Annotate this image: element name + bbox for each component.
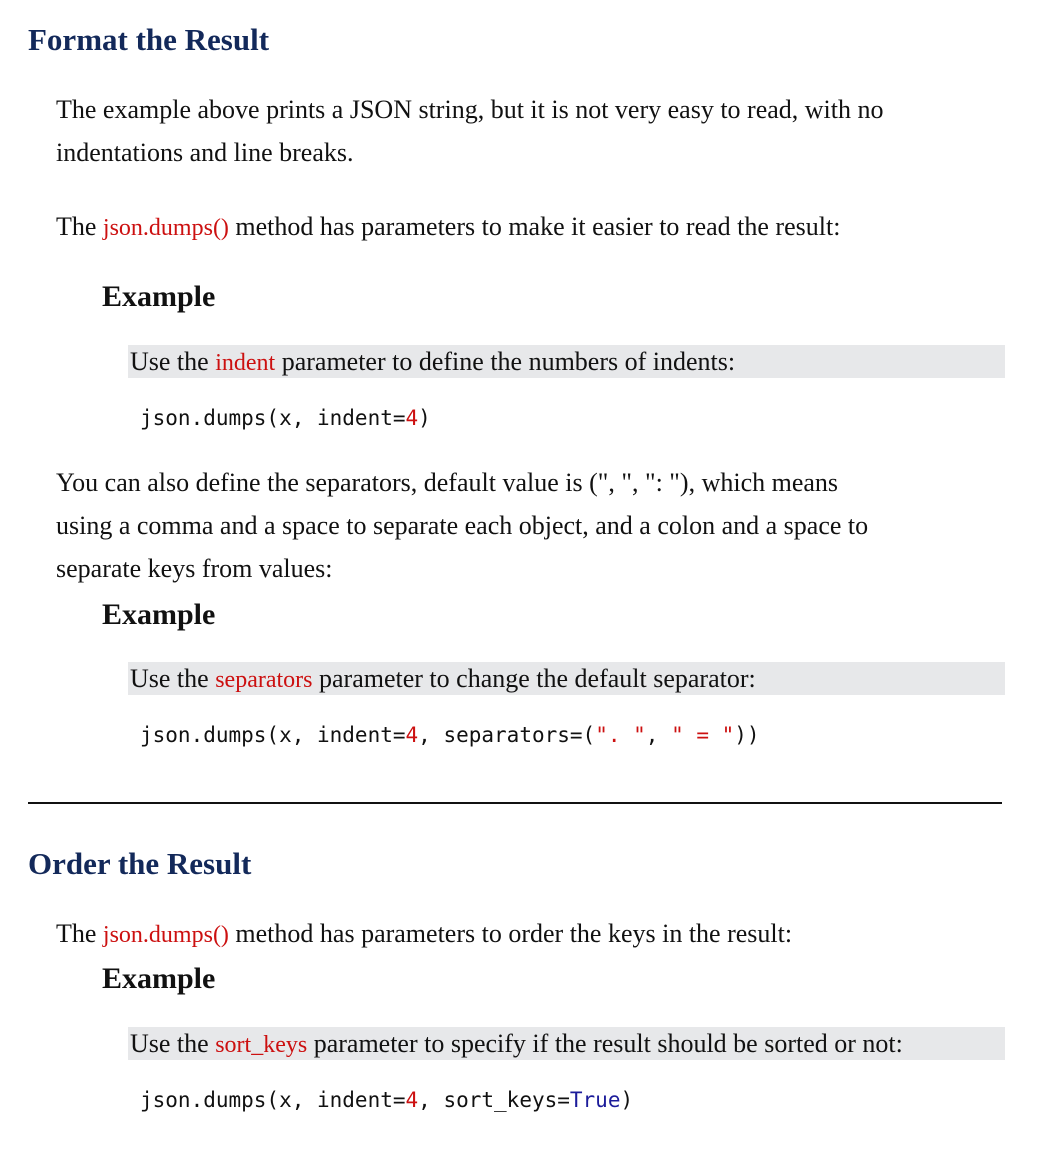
paragraph-order-intro bbox=[56, 912, 792, 957]
code-text: ) bbox=[620, 1088, 634, 1112]
text: parameter to define the numbers of indents: bbox=[275, 347, 736, 376]
text: Use the bbox=[130, 347, 216, 376]
text: The bbox=[56, 212, 103, 241]
text: Use the bbox=[130, 664, 216, 693]
code-text: json.dumps(x, indent= bbox=[140, 1088, 406, 1112]
inline-code: separators bbox=[215, 667, 313, 693]
code-example bbox=[140, 720, 760, 750]
code-text: json.dumps(x, indent= bbox=[140, 406, 406, 430]
example-heading: Example bbox=[102, 962, 216, 995]
inline-code: sort_keys bbox=[215, 1032, 308, 1058]
example-description bbox=[128, 662, 1005, 695]
paragraph-line: The example above prints a JSON string, but it is not very easy to read, with no bbox=[56, 95, 884, 124]
example-heading: Example bbox=[102, 280, 216, 313]
text: method has parameters to make it easier to read the result: bbox=[228, 212, 841, 241]
code-text: , sort_keys= bbox=[418, 1088, 570, 1112]
code-text: , bbox=[645, 723, 672, 747]
code-number: 4 bbox=[405, 723, 419, 747]
code-string: ". " bbox=[595, 723, 646, 747]
paragraph-line: separate keys from values: bbox=[56, 554, 333, 583]
code-text: )) bbox=[734, 723, 760, 747]
inline-code: indent bbox=[215, 350, 276, 376]
inline-code: json.dumps() bbox=[102, 215, 229, 241]
paragraph-line: You can also define the separators, default value is (", ", ": "), which means bbox=[56, 468, 839, 497]
example-heading: Example bbox=[102, 598, 216, 631]
example-description bbox=[128, 345, 1005, 378]
text: The bbox=[56, 919, 103, 948]
text: parameter to specify if the result should be sorted or not: bbox=[307, 1029, 903, 1058]
inline-code: json.dumps() bbox=[102, 922, 229, 948]
code-string: " = " bbox=[671, 723, 735, 747]
example-description bbox=[128, 1027, 1005, 1060]
text: parameter to change the default separator: bbox=[312, 664, 756, 693]
code-text: json.dumps(x, indent= bbox=[140, 723, 406, 747]
text: method has parameters to order the keys in the result: bbox=[228, 919, 793, 948]
code-text: ) bbox=[418, 406, 431, 430]
code-text: , separators=( bbox=[418, 723, 596, 747]
code-example bbox=[140, 403, 431, 433]
code-keyword: True bbox=[569, 1088, 621, 1112]
paragraph-line: using a comma and a space to separate each object, and a colon and a space to bbox=[56, 511, 869, 540]
paragraph-dumps-intro bbox=[56, 205, 840, 250]
section-title-order: Order the Result bbox=[28, 846, 252, 881]
paragraph-line: indentations and line breaks. bbox=[56, 138, 354, 167]
code-example bbox=[140, 1085, 633, 1115]
section-divider bbox=[28, 802, 1002, 804]
code-number: 4 bbox=[405, 1088, 419, 1112]
code-number: 4 bbox=[405, 406, 419, 430]
section-title-format: Format the Result bbox=[28, 22, 270, 57]
text: Use the bbox=[130, 1029, 216, 1058]
